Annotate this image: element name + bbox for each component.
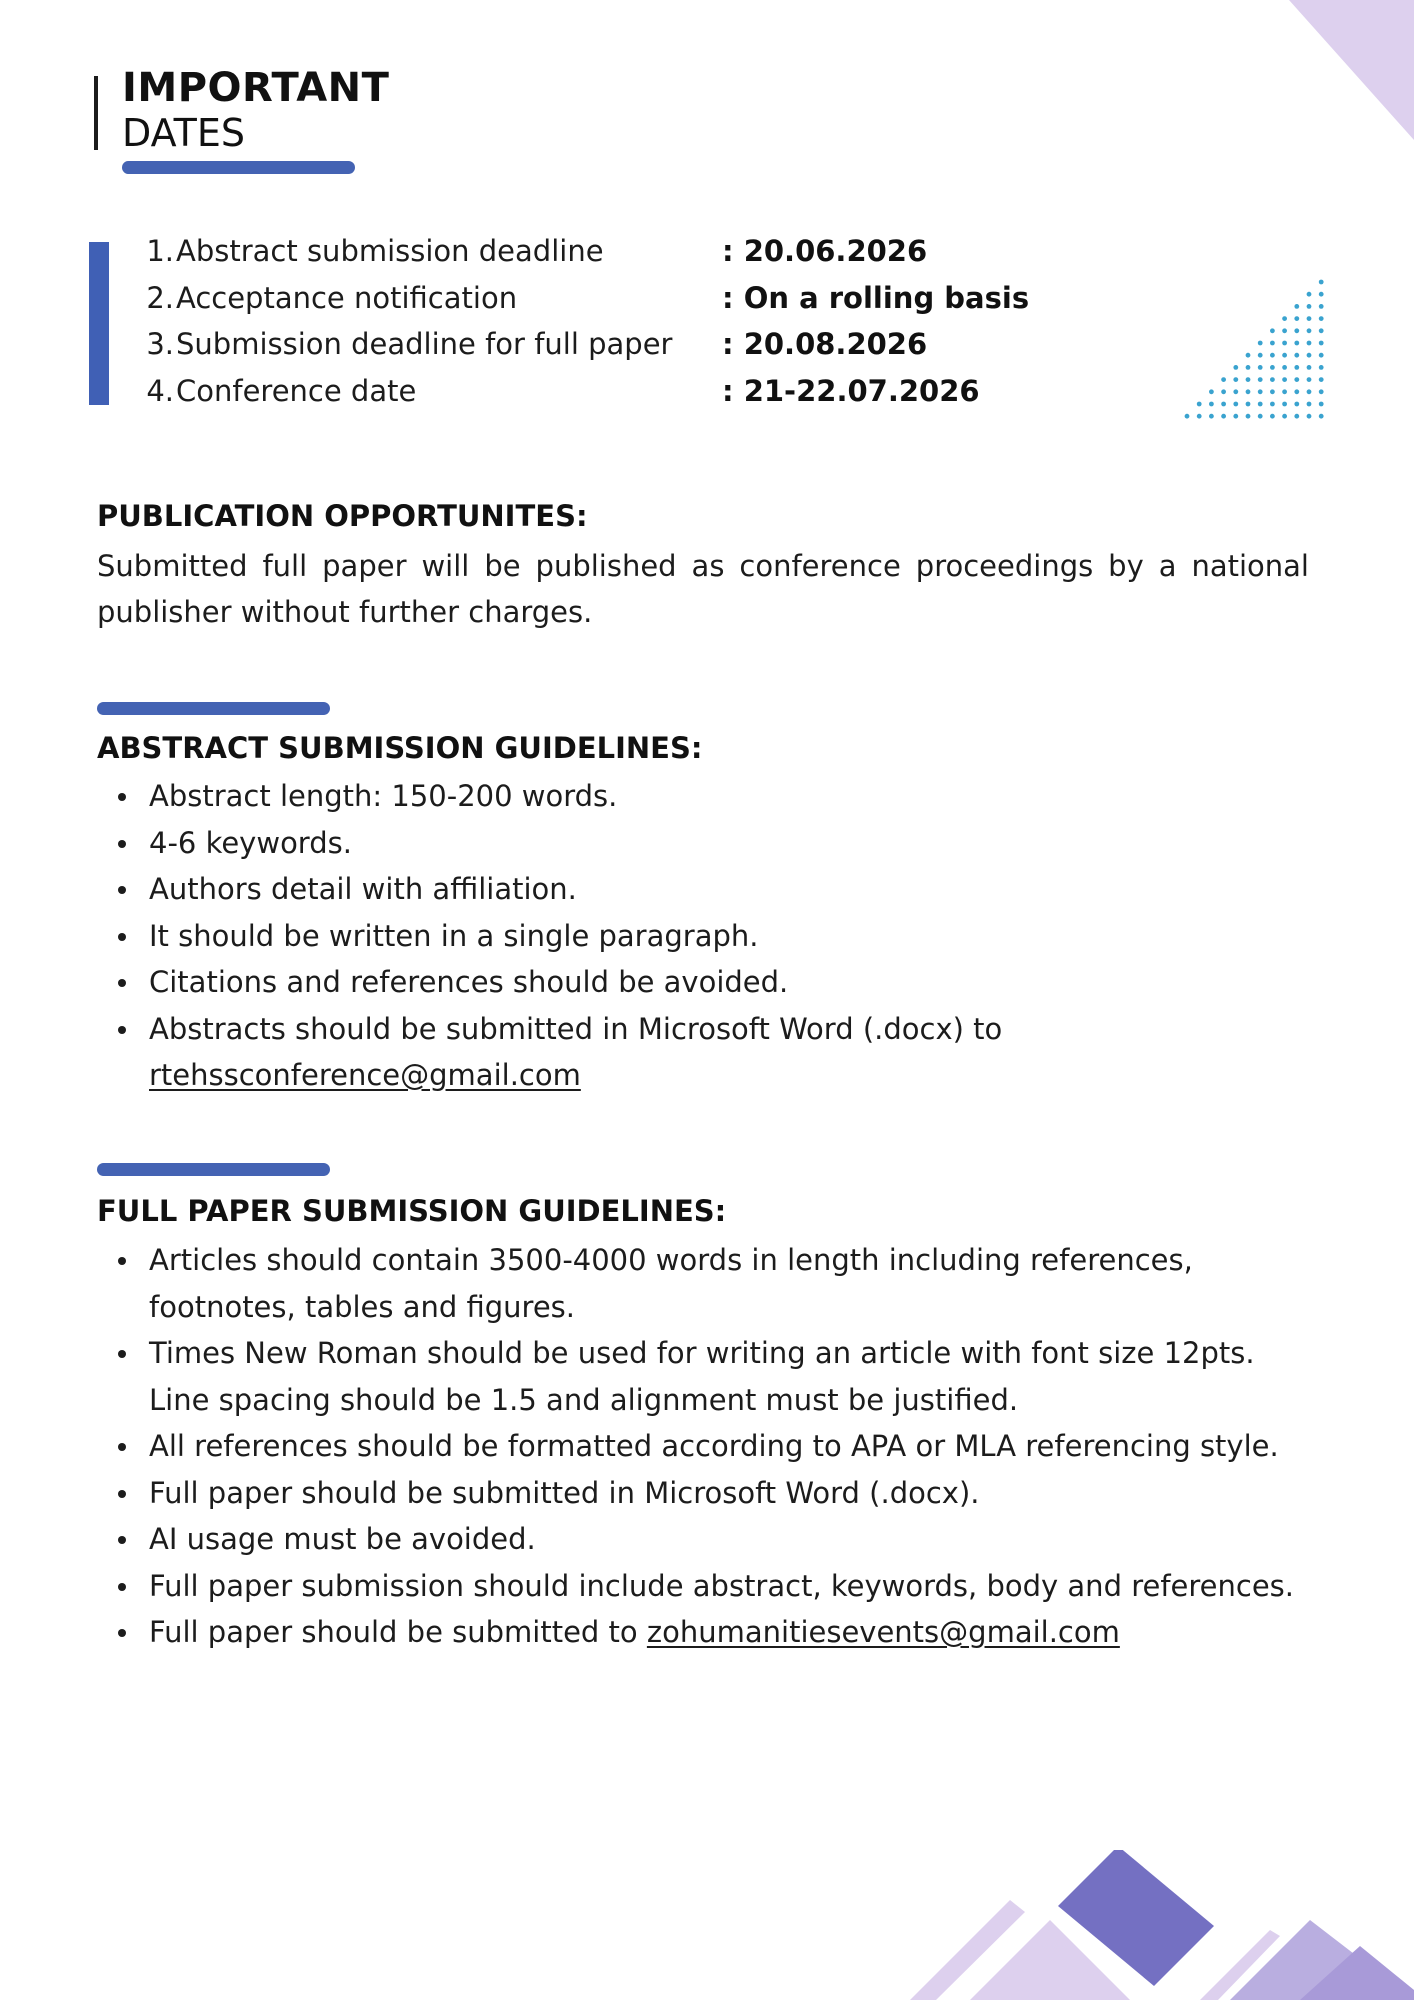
decorative-dot — [1307, 389, 1312, 394]
decorative-dot — [1221, 414, 1226, 419]
bottom-shapes-decoration — [900, 1850, 1414, 2000]
publication-text: Submitted full paper will be published as conference proceedings by a national publisher without further charges. — [97, 549, 1309, 629]
abstract-section-divider — [97, 702, 330, 715]
date-label: Acceptance notification — [176, 280, 518, 315]
date-value: : On a rolling basis — [722, 280, 1030, 315]
page-title: IMPORTANT — [122, 65, 390, 111]
decorative-dot — [1282, 328, 1287, 333]
decorative-dot — [1294, 353, 1299, 358]
decorative-dot — [1258, 389, 1263, 394]
decorative-dot — [1246, 414, 1251, 419]
decorative-dot — [1294, 304, 1299, 309]
decorative-dot — [1307, 328, 1312, 333]
decorative-dot — [1282, 316, 1287, 321]
decorative-dot — [1258, 414, 1263, 419]
decorative-dot — [1282, 414, 1287, 419]
decorative-dot — [1270, 365, 1275, 370]
decorative-dot — [1307, 316, 1312, 321]
corner-triangle-decoration — [1254, 0, 1414, 140]
decorative-dot — [1282, 377, 1287, 382]
decorative-dot — [1307, 292, 1312, 297]
decorative-dot — [1294, 328, 1299, 333]
list-item: AI usage must be avoided. — [97, 1516, 1317, 1563]
abstract-guidelines-heading: ABSTRACT SUBMISSION GUIDELINES: — [97, 731, 703, 765]
decorative-dot — [1246, 353, 1251, 358]
date-row — [140, 368, 1080, 415]
list-item — [97, 1609, 1317, 1656]
decorative-dot — [1209, 402, 1214, 407]
decorative-dot — [1270, 402, 1275, 407]
list-item-text: Abstracts should be submitted in Microsoft Word (.docx) to — [149, 1011, 1003, 1046]
decorative-dot — [1246, 402, 1251, 407]
decorative-dot — [1233, 414, 1238, 419]
decorative-dot — [1307, 414, 1312, 419]
list-item: 4-6 keywords. — [97, 820, 1317, 867]
decorative-dot — [1246, 365, 1251, 370]
decorative-dot — [1294, 316, 1299, 321]
decorative-dot — [1258, 402, 1263, 407]
date-number: 1. — [146, 234, 174, 269]
decorative-dot — [1258, 353, 1263, 358]
decorative-dot — [1221, 402, 1226, 407]
decorative-dot — [1294, 365, 1299, 370]
date-value: : 21-22.07.2026 — [722, 373, 980, 408]
decorative-dot — [1209, 389, 1214, 394]
header-accent-bar — [94, 76, 98, 150]
decorative-dot — [1270, 414, 1275, 419]
list-item: Articles should contain 3500-4000 words in length including references, footnotes, tables and figures. — [97, 1237, 1317, 1330]
decorative-dot — [1221, 389, 1226, 394]
decorative-dot — [1270, 389, 1275, 394]
decorative-dot — [1246, 377, 1251, 382]
decorative-dot — [1233, 377, 1238, 382]
date-number: 2. — [146, 280, 174, 315]
list-item: Citations and references should be avoided. — [97, 959, 1317, 1006]
date-label: Submission deadline for full paper — [176, 327, 673, 362]
decorative-dot — [1282, 365, 1287, 370]
dot-pattern-decoration — [1175, 274, 1335, 434]
decorative-dot — [1233, 389, 1238, 394]
date-row — [140, 228, 1080, 275]
list-item: Abstract length: 150-200 words. — [97, 773, 1317, 820]
date-row — [140, 321, 1080, 368]
list-item: Full paper should be submitted in Microsoft Word (.docx). — [97, 1470, 1317, 1517]
decorative-dot — [1233, 365, 1238, 370]
decorative-dot — [1319, 389, 1324, 394]
list-item: It should be written in a single paragraph. — [97, 913, 1317, 960]
decorative-dot — [1270, 377, 1275, 382]
decorative-dot — [1185, 414, 1190, 419]
full-paper-guidelines-list — [97, 1237, 1317, 1656]
decorative-dot — [1282, 341, 1287, 346]
decorative-dot — [1233, 402, 1238, 407]
decorative-dot — [1294, 402, 1299, 407]
decorative-dot — [1294, 377, 1299, 382]
abstract-email-link[interactable]: rtehssconference@gmail.com — [149, 1058, 581, 1092]
decorative-dot — [1294, 341, 1299, 346]
decorative-dot — [1307, 377, 1312, 382]
decorative-dot — [1319, 402, 1324, 407]
decorative-dot — [1307, 365, 1312, 370]
decorative-dot — [1270, 353, 1275, 358]
abstract-guidelines-list — [97, 773, 1317, 1099]
decorative-dot — [1258, 365, 1263, 370]
decorative-dot — [1294, 389, 1299, 394]
decorative-dot — [1319, 377, 1324, 382]
date-value: : 20.08.2026 — [722, 327, 928, 362]
decorative-dot — [1319, 280, 1324, 285]
decorative-dot — [1319, 328, 1324, 333]
list-item: Full paper submission should include abstract, keywords, body and references. — [97, 1563, 1317, 1610]
decorative-dot — [1307, 341, 1312, 346]
full-paper-guidelines-heading: FULL PAPER SUBMISSION GUIDELINES: — [97, 1194, 727, 1228]
decorative-dot — [1319, 365, 1324, 370]
list-item: Authors detail with affiliation. — [97, 866, 1317, 913]
decorative-dot — [1282, 402, 1287, 407]
decorative-dot — [1270, 341, 1275, 346]
date-label: Conference date — [176, 373, 417, 408]
decorative-dot — [1282, 353, 1287, 358]
decorative-dot — [1319, 316, 1324, 321]
decorative-dot — [1197, 402, 1202, 407]
full-paper-email-link[interactable]: zohumanitiesevents@gmail.com — [646, 1615, 1120, 1649]
decorative-dot — [1307, 304, 1312, 309]
decorative-dot — [1294, 414, 1299, 419]
list-item: All references should be formatted according to APA or MLA referencing style. — [97, 1423, 1317, 1470]
date-number: 4. — [146, 373, 174, 408]
decorative-dot — [1319, 353, 1324, 358]
decorative-dot — [1209, 414, 1214, 419]
publication-heading: PUBLICATION OPPORTUNITES: — [97, 499, 588, 533]
decorative-dot — [1282, 389, 1287, 394]
list-item-text: Full paper should be submitted to — [149, 1615, 647, 1649]
decorative-dot — [1221, 377, 1226, 382]
list-item — [97, 1006, 1317, 1099]
decorative-dot — [1307, 402, 1312, 407]
decorative-dot — [1246, 389, 1251, 394]
decorative-dot — [1258, 377, 1263, 382]
decorative-dot — [1258, 341, 1263, 346]
decorative-dot — [1319, 414, 1324, 419]
date-number: 3. — [146, 327, 174, 362]
important-dates-list — [140, 228, 1080, 414]
decorative-dot — [1319, 304, 1324, 309]
page-subtitle: DATES — [122, 111, 245, 155]
full-paper-section-divider — [97, 1163, 330, 1176]
date-value: : 20.06.2026 — [722, 234, 928, 269]
date-row — [140, 275, 1080, 322]
decorative-dot — [1319, 341, 1324, 346]
list-item: Times New Roman should be used for writing an article with font size 12pts. Line spacing should be 1.5 and alignment must be justified. — [97, 1330, 1317, 1423]
decorative-dot — [1270, 328, 1275, 333]
decorative-dot — [1307, 353, 1312, 358]
decorative-dot — [1319, 292, 1324, 297]
decorative-dot — [1197, 414, 1202, 419]
dates-accent-bar — [89, 242, 109, 405]
header-underline — [122, 161, 355, 174]
date-label: Abstract submission deadline — [176, 234, 604, 269]
